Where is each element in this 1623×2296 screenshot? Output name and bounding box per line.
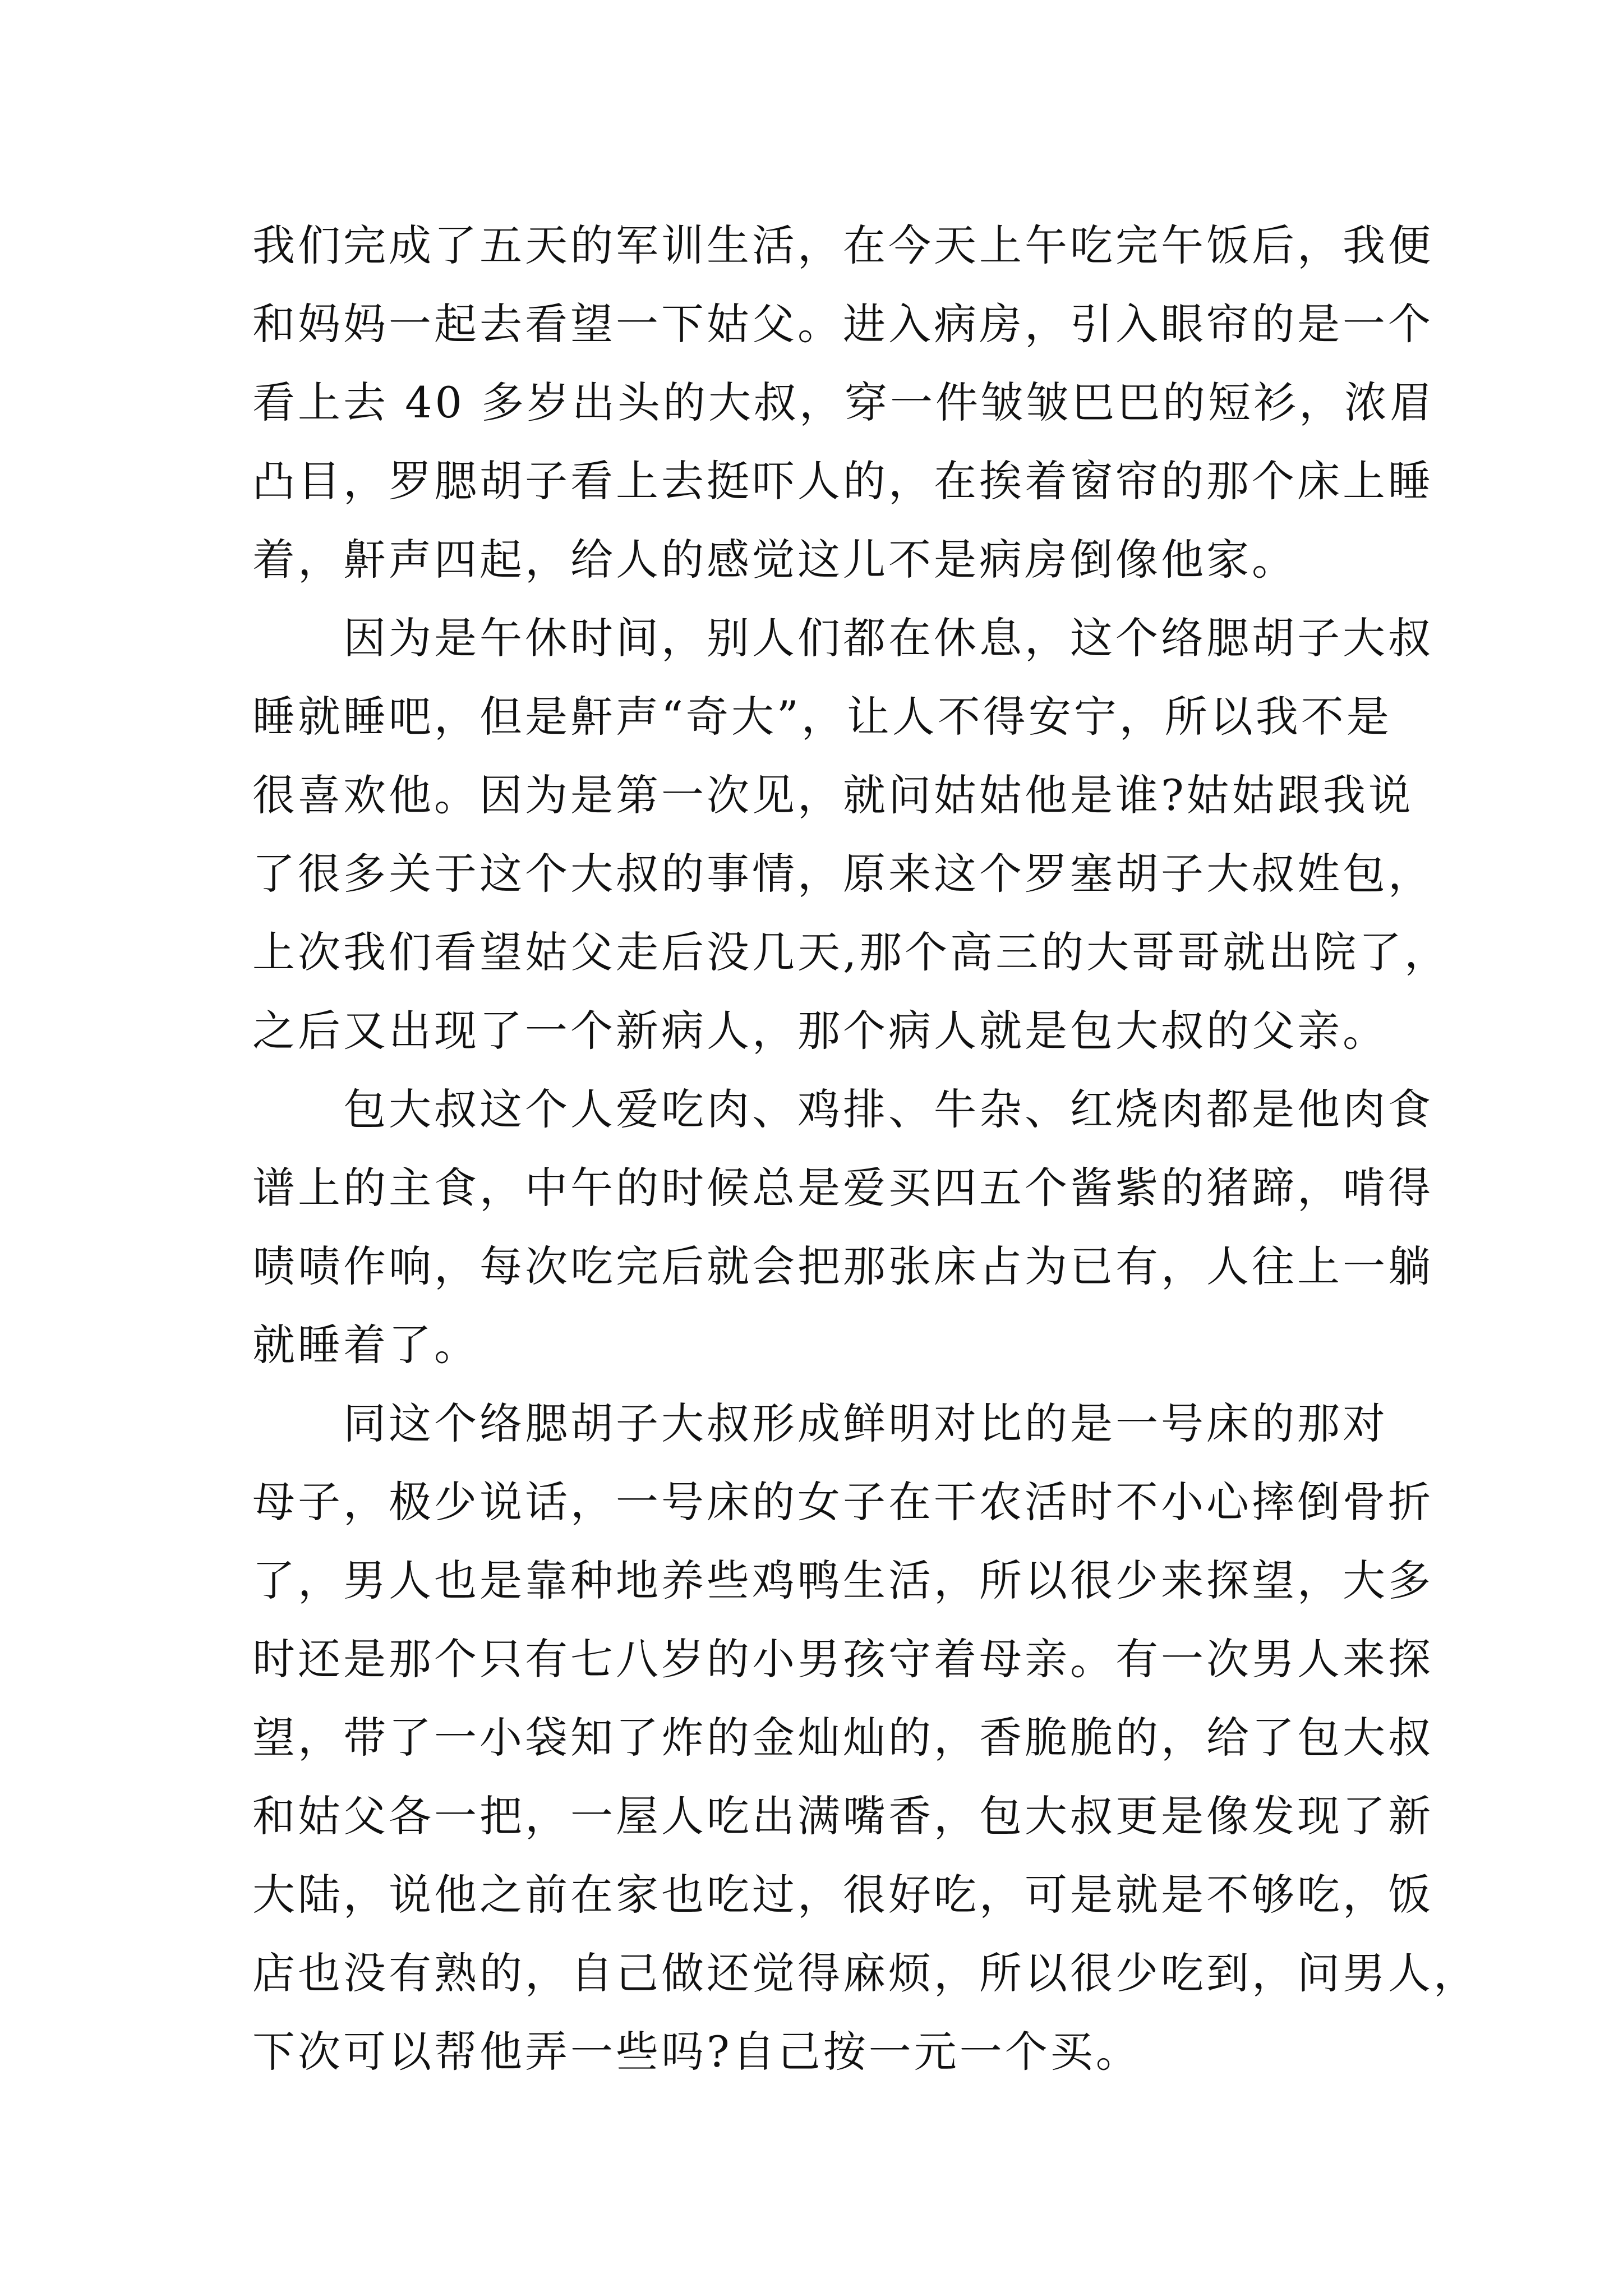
text-line: 同这个络腮胡子大叔形成鲜明对比的是一号床的那对 (252, 1398, 1388, 1448)
paragraph-4 (252, 1384, 1479, 2091)
text-line: 之后又出现了一个新病人，那个病人就是包大叔的父亲。 (252, 1006, 1388, 1056)
text-line: 因为是午休时间，别人们都在休息，这个络腮胡子大叔 (252, 613, 1433, 663)
document-body (252, 206, 1479, 2091)
text-line: 很喜欢他。因为是第一次见，就问姑姑他是谁?姑姑跟我说 (252, 770, 1414, 820)
text-line: 看上去 40 多岁出头的大叔，穿一件皱皱巴巴的短衫，浓眉 (252, 378, 1436, 427)
text-line: 睡就睡吧，但是鼾声“奇大”，让人不得安宁，所以我不是 (252, 692, 1392, 742)
text-line: 谱上的主食，中午的时候总是爱买四五个酱紫的猪蹄，啃得 (252, 1163, 1433, 1213)
text-line: 望，带了一小袋知了炸的金灿灿的，香脆脆的，给了包大叔 (252, 1713, 1433, 1763)
text-line: 着，鼾声四起，给人的感觉这儿不是病房倒像他家。 (252, 535, 1297, 585)
text-line: 包大叔这个人爱吃肉、鸡排、牛杂、红烧肉都是他肉食 (252, 1084, 1433, 1134)
paragraph-1 (252, 206, 1436, 599)
text-line: 凸目，罗腮胡子看上去挺吓人的，在挨着窗帘的那个床上睡 (252, 456, 1433, 506)
text-line: 和妈妈一起去看望一下姑父。进入病房，引入眼帘的是一个 (252, 299, 1433, 349)
text-line: 下次可以帮他弄一些吗?自己按一元一个买。 (252, 2027, 1141, 2077)
text-line: 啧啧作响，每次吃完后就会把那张床占为已有，人往上一躺 (252, 1241, 1433, 1291)
text-line: 和姑父各一把，一屋人吃出满嘴香，包大叔更是像发现了新 (252, 1791, 1433, 1841)
paragraph-2 (252, 599, 1450, 1070)
text-line: 母子，极少说话，一号床的女子在干农活时不小心摔倒骨折 (252, 1477, 1433, 1527)
text-line: 就睡着了。 (252, 1320, 479, 1370)
text-line: 我们完成了五天的军训生活，在今天上午吃完午饭后，我便 (252, 220, 1433, 270)
text-line: 时还是那个只有七八岁的小男孩守着母亲。有一次男人来探 (252, 1634, 1433, 1684)
paragraph-3 (252, 1070, 1433, 1384)
text-line: 店也没有熟的，自己做还觉得麻烦，所以很少吃到，问男人， (252, 1948, 1479, 1998)
text-line: 上次我们看望姑父走后没几天,那个高三的大哥哥就出院了， (252, 927, 1450, 977)
text-line: 了，男人也是靠种地养些鸡鸭生活，所以很少来探望，大多 (252, 1556, 1433, 1605)
text-line: 大陆，说他之前在家也吃过，很好吃，可是就是不够吃，饭 (252, 1870, 1433, 1920)
text-line: 了很多关于这个大叔的事情，原来这个罗塞胡子大叔姓包， (252, 849, 1433, 899)
